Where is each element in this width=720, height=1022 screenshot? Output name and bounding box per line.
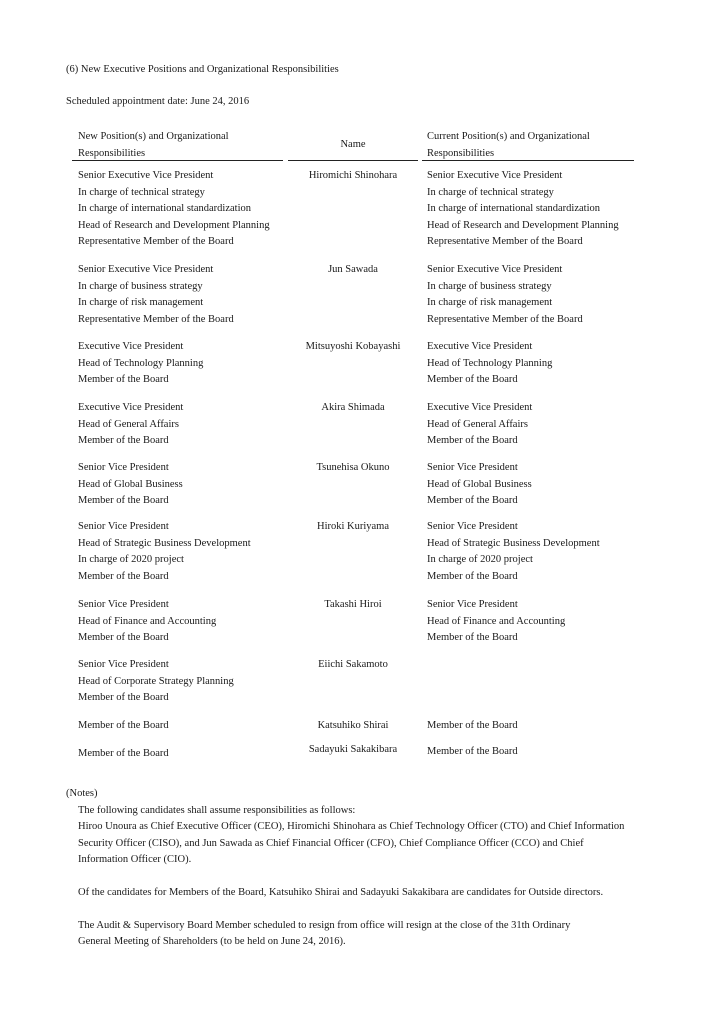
current-position-cell — [427, 718, 518, 735]
name-cell: Hiromichi Shinohara — [308, 170, 398, 181]
name-cell: Hiroki Kuriyama — [316, 521, 390, 532]
current-position-line: Member of the Board — [427, 570, 518, 582]
current-position-cell — [427, 400, 532, 450]
current-position-line: Member of the Board — [427, 746, 518, 757]
name-cell: Mitsuyoshi Kobayashi — [305, 341, 401, 352]
current-position-line: Executive Vice President — [427, 402, 533, 413]
new-position-line: Member of the Board — [78, 570, 169, 582]
new-position-line: Senior Vice President — [78, 521, 169, 532]
new-position-line: Member of the Board — [78, 748, 169, 759]
notes-p3-line2: General Meeting of Shareholders (to be held on June 24, 2016). — [78, 936, 346, 948]
current-position-line: Senior Executive Vice President — [427, 170, 563, 181]
current-position-line: Member of the Board — [427, 720, 518, 731]
new-position-line: Senior Vice President — [78, 599, 169, 610]
header-current-position — [427, 128, 627, 162]
new-position-line: Head of Strategic Business Development — [78, 537, 251, 549]
notes-p1-line3: Information Officer (CIO). — [78, 854, 192, 866]
new-position-line: Member of the Board — [78, 374, 169, 386]
new-position-line: Head of Finance and Accounting — [78, 615, 217, 627]
new-position-line: In charge of business strategy — [78, 280, 203, 292]
current-position-line: In charge of business strategy — [427, 280, 552, 292]
new-position-cell — [78, 262, 234, 328]
notes-p1-intro: The following candidates shall assume responsibilities as follows: — [78, 804, 356, 816]
current-position-line: Member of the Board — [427, 435, 518, 447]
notes-paragraph-2: Of the candidates for Members of the Board, Katsuhiko Shirai and Sadayuki Sakakibara are candidates for Outside directors. — [78, 886, 604, 898]
header-new-position — [78, 128, 268, 162]
new-position-line: In charge of international standardization — [78, 203, 251, 215]
current-position-line: Member of the Board — [427, 374, 518, 386]
new-position-cell — [78, 400, 183, 450]
header-rule-name — [288, 160, 418, 161]
new-position-line: Senior Vice President — [78, 462, 169, 473]
new-position-line: Representative Member of the Board — [78, 313, 234, 325]
current-position-line: Head of General Affairs — [427, 418, 528, 430]
current-position-line: Head of Finance and Accounting — [427, 615, 566, 627]
new-position-cell — [78, 657, 234, 707]
current-position-line: Head of Technology Planning — [427, 357, 553, 369]
new-position-line: Senior Executive Vice President — [78, 170, 214, 181]
notes-paragraph-1 — [66, 803, 666, 951]
notes-title: (Notes) — [66, 788, 98, 799]
header-current-line1: Current Position(s) and Organizational — [427, 131, 590, 142]
new-position-cell — [78, 339, 203, 389]
current-position-cell — [427, 460, 532, 510]
current-position-line: In charge of technical strategy — [427, 186, 554, 198]
new-position-line: Executive Vice President — [78, 341, 184, 352]
current-position-cell — [427, 597, 565, 647]
new-position-line: Senior Vice President — [78, 659, 169, 670]
current-position-line: Head of Research and Development Planning — [427, 219, 619, 231]
new-position-cell — [78, 168, 270, 251]
new-position-line: Head of General Affairs — [78, 418, 179, 430]
current-position-line: Senior Executive Vice President — [427, 264, 563, 275]
current-position-cell — [427, 339, 552, 389]
name-cell: Tsunehisa Okuno — [316, 462, 390, 473]
new-position-cell — [78, 460, 183, 510]
notes-p1-line1: Hiroo Unoura as Chief Executive Officer (CEO), Hiromichi Shinohara as Chief Technology Officer (CTO) and Chief Information — [78, 821, 625, 833]
name-cell: Jun Sawada — [328, 264, 378, 275]
current-position-line: Head of Global Business — [427, 478, 532, 490]
new-position-cell — [78, 597, 216, 647]
new-position-cell — [78, 718, 169, 735]
new-position-line: Member of the Board — [78, 692, 169, 704]
new-position-line: Representative Member of the Board — [78, 236, 234, 248]
current-position-line: Representative Member of the Board — [427, 313, 583, 325]
new-position-line: In charge of risk management — [78, 297, 204, 309]
current-position-line: Member of the Board — [427, 495, 518, 507]
header-current-line2: Responsibilities — [427, 148, 495, 159]
current-position-line: Head of Strategic Business Development — [427, 537, 600, 549]
current-position-line: In charge of 2020 project — [427, 554, 533, 566]
current-position-cell — [427, 262, 583, 328]
new-position-line: Executive Vice President — [78, 402, 184, 413]
new-position-line: Head of Corporate Strategy Planning — [78, 675, 234, 687]
header-rule-current — [422, 160, 634, 161]
new-position-cell — [78, 519, 251, 585]
new-position-line: Head of Research and Development Planning — [78, 219, 270, 231]
new-position-line: In charge of technical strategy — [78, 186, 205, 198]
new-position-line: Member of the Board — [78, 435, 169, 447]
current-position-line: Representative Member of the Board — [427, 236, 583, 248]
new-position-line: Head of Global Business — [78, 478, 183, 490]
name-cell: Katsuhiko Shirai — [317, 720, 389, 731]
new-position-line: In charge of 2020 project — [78, 554, 184, 566]
current-position-line: In charge of risk management — [427, 297, 553, 309]
new-position-line: Member of the Board — [78, 495, 169, 507]
appointment-date: Scheduled appointment date: June 24, 2016 — [66, 96, 250, 107]
name-cell: Takashi Hiroi — [324, 599, 382, 610]
new-position-line: Head of Technology Planning — [78, 357, 204, 369]
current-position-line: Senior Vice President — [427, 599, 518, 610]
new-position-line: Senior Executive Vice President — [78, 264, 214, 275]
header-name: Name — [340, 139, 366, 150]
section-heading: (6) New Executive Positions and Organizational Responsibilities — [66, 64, 339, 75]
new-position-line: Member of the Board — [78, 632, 169, 644]
current-position-line: Senior Vice President — [427, 462, 518, 473]
header-new-line1: New Position(s) and Organizational — [78, 131, 229, 142]
new-position-cell — [78, 746, 169, 763]
current-position-line: Member of the Board — [427, 632, 518, 644]
current-position-line: In charge of international standardization — [427, 203, 600, 215]
header-rule-new — [72, 160, 283, 161]
name-cell: Sadayuki Sakakibara — [308, 744, 398, 755]
current-position-line: Senior Vice President — [427, 521, 518, 532]
current-position-cell — [427, 168, 619, 251]
notes-p3-line1: The Audit & Supervisory Board Member scheduled to resign from office will resign at the close of the 31th Ordinary — [78, 919, 571, 931]
name-cell: Akira Shimada — [321, 402, 385, 413]
name-cell: Eiichi Sakamoto — [318, 659, 388, 670]
notes-section — [66, 786, 666, 951]
current-position-cell — [427, 744, 518, 761]
current-position-line: Executive Vice President — [427, 341, 533, 352]
notes-p1-line2: Security Officer (CISO), and Jun Sawada as Chief Financial Officer (CFO), Chief Compliance Officer (CCO) and Chief — [78, 837, 584, 849]
current-position-cell — [427, 519, 600, 585]
new-position-line: Member of the Board — [78, 720, 169, 731]
header-new-line2: Responsibilities — [78, 148, 146, 159]
